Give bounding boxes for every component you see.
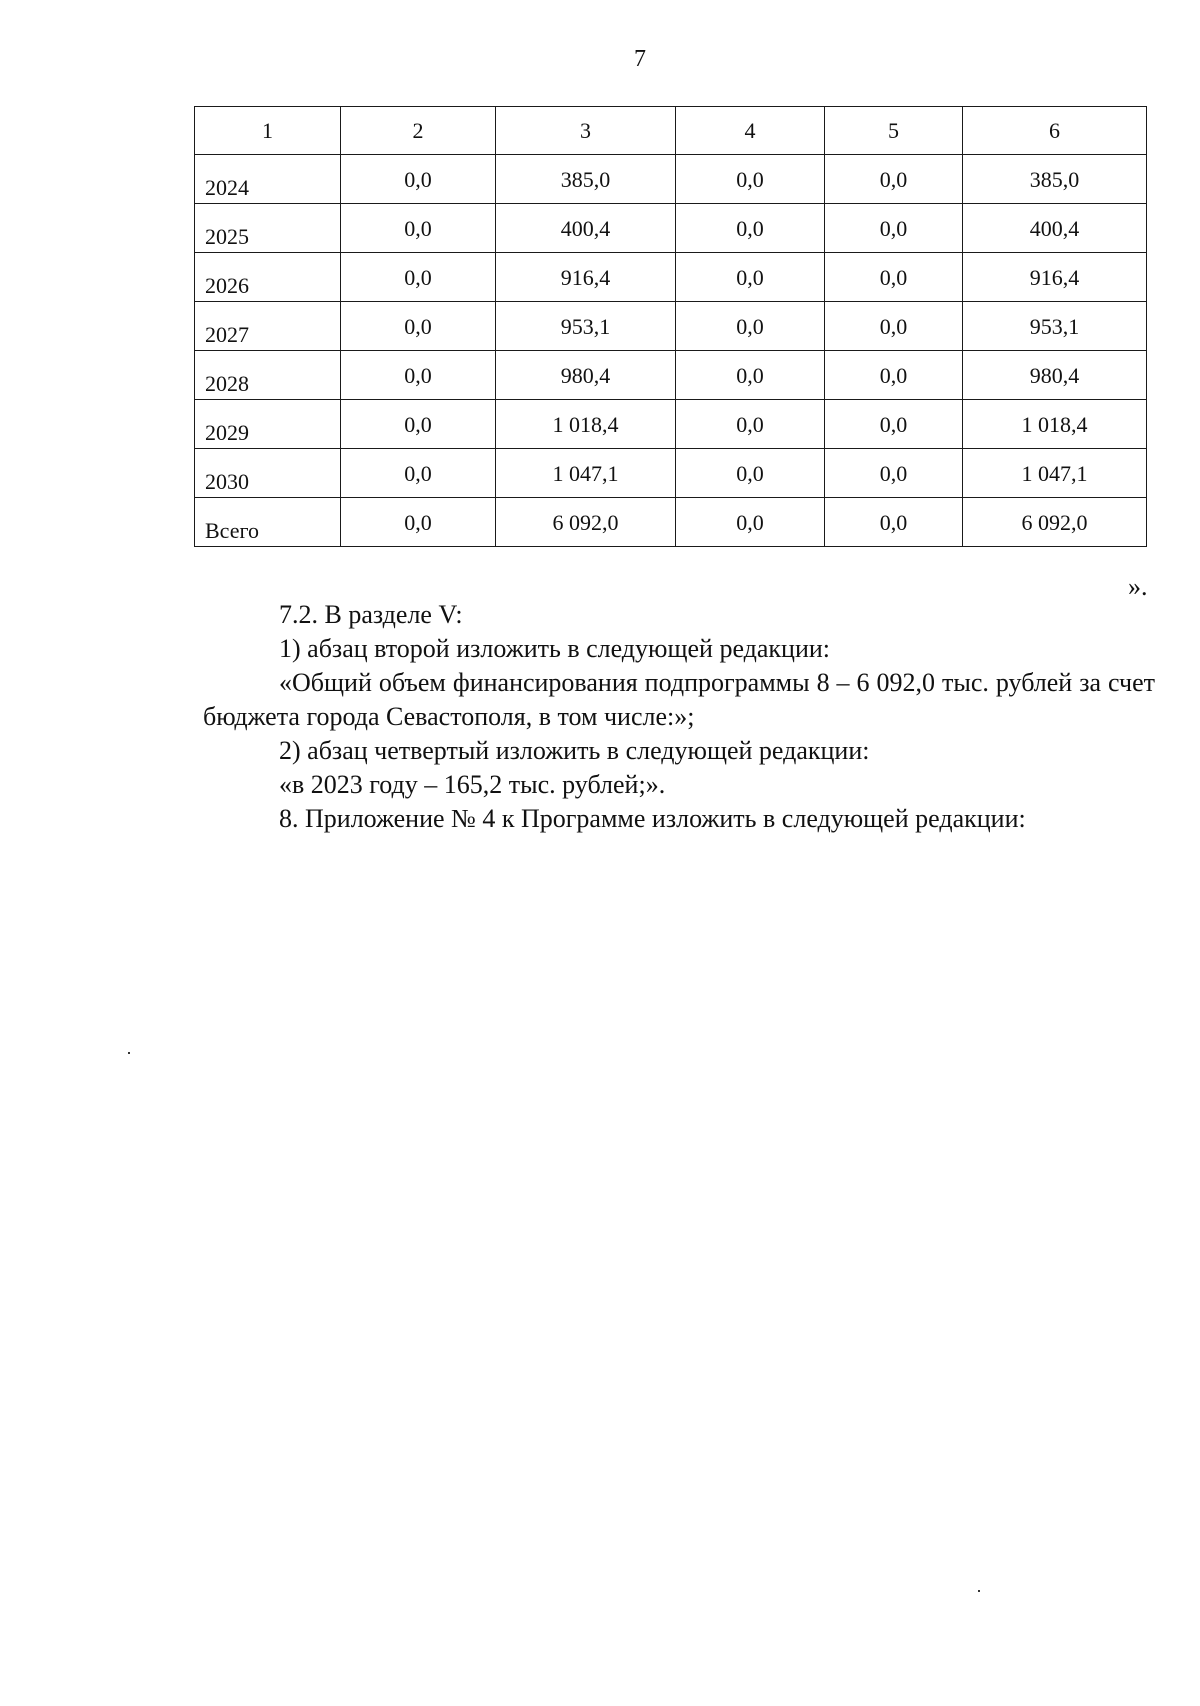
total-label-cell: Всего — [195, 498, 341, 547]
value-cell: 385,0 — [963, 155, 1147, 204]
value-cell: 6 092,0 — [496, 498, 676, 547]
year-cell: 2025 — [195, 204, 341, 253]
value-cell: 400,4 — [496, 204, 676, 253]
column-header: 6 — [963, 107, 1147, 155]
value-cell: 0,0 — [341, 155, 496, 204]
document-body — [203, 598, 1155, 836]
value-cell: 0,0 — [825, 302, 963, 351]
section-heading: 7.2. В разделе V: — [279, 600, 463, 629]
value-cell: 0,0 — [676, 253, 825, 302]
value-cell: 0,0 — [676, 155, 825, 204]
value-cell: 0,0 — [341, 253, 496, 302]
paragraph: 8. Приложение № 4 к Программе изложить в следующей редакции: — [279, 804, 1026, 833]
value-cell: 0,0 — [825, 155, 963, 204]
value-cell: 0,0 — [341, 302, 496, 351]
value-cell: 0,0 — [825, 449, 963, 498]
value-cell: 953,1 — [963, 302, 1147, 351]
table-row — [195, 155, 1147, 204]
scan-speck — [128, 1052, 130, 1054]
value-cell: 0,0 — [341, 204, 496, 253]
value-cell: 0,0 — [676, 449, 825, 498]
value-cell: 1 047,1 — [963, 449, 1147, 498]
value-cell: 0,0 — [341, 351, 496, 400]
column-header: 3 — [496, 107, 676, 155]
table-row — [195, 204, 1147, 253]
value-cell: 0,0 — [825, 204, 963, 253]
page-number: 7 — [634, 46, 646, 72]
value-cell: 0,0 — [825, 498, 963, 547]
year-cell: 2030 — [195, 449, 341, 498]
column-header: 5 — [825, 107, 963, 155]
value-cell: 0,0 — [676, 351, 825, 400]
value-cell: 980,4 — [496, 351, 676, 400]
paragraph: 2) абзац четвертый изложить в следующей редакции: — [279, 736, 870, 765]
year-cell: 2029 — [195, 400, 341, 449]
value-cell: 400,4 — [963, 204, 1147, 253]
column-header: 4 — [676, 107, 825, 155]
table-row — [195, 302, 1147, 351]
column-header: 2 — [341, 107, 496, 155]
quoted-paragraph: «Общий объем финансирования подпрограммы 8 – 6 092,0 тыс. рублей за счет бюджета города Севастополя, в том числе:»; — [203, 668, 1155, 731]
table-row — [195, 253, 1147, 302]
value-cell: 1 047,1 — [496, 449, 676, 498]
year-cell: 2026 — [195, 253, 341, 302]
table-total-row — [195, 498, 1147, 547]
value-cell: 0,0 — [676, 302, 825, 351]
year-cell: 2028 — [195, 351, 341, 400]
value-cell: 385,0 — [496, 155, 676, 204]
value-cell: 0,0 — [341, 400, 496, 449]
value-cell: 0,0 — [341, 498, 496, 547]
value-cell: 0,0 — [676, 204, 825, 253]
value-cell: 0,0 — [825, 351, 963, 400]
year-cell: 2027 — [195, 302, 341, 351]
table-row — [195, 351, 1147, 400]
value-cell: 980,4 — [963, 351, 1147, 400]
value-cell: 0,0 — [341, 449, 496, 498]
paragraph: 1) абзац второй изложить в следующей редакции: — [279, 634, 831, 663]
value-cell: 6 092,0 — [963, 498, 1147, 547]
column-header: 1 — [195, 107, 341, 155]
value-cell: 0,0 — [825, 253, 963, 302]
table-header-row — [195, 107, 1147, 155]
value-cell: 916,4 — [963, 253, 1147, 302]
quoted-paragraph: «в 2023 году – 165,2 тыс. рублей;». — [279, 770, 666, 799]
scan-speck — [978, 1590, 980, 1592]
table-row — [195, 449, 1147, 498]
value-cell: 916,4 — [496, 253, 676, 302]
value-cell: 953,1 — [496, 302, 676, 351]
value-cell: 1 018,4 — [496, 400, 676, 449]
value-cell: 0,0 — [676, 400, 825, 449]
financing-table — [194, 106, 1147, 547]
value-cell: 0,0 — [825, 400, 963, 449]
year-cell: 2024 — [195, 155, 341, 204]
table-row — [195, 400, 1147, 449]
value-cell: 0,0 — [676, 498, 825, 547]
value-cell: 1 018,4 — [963, 400, 1147, 449]
closing-quote: ». — [1128, 572, 1148, 601]
